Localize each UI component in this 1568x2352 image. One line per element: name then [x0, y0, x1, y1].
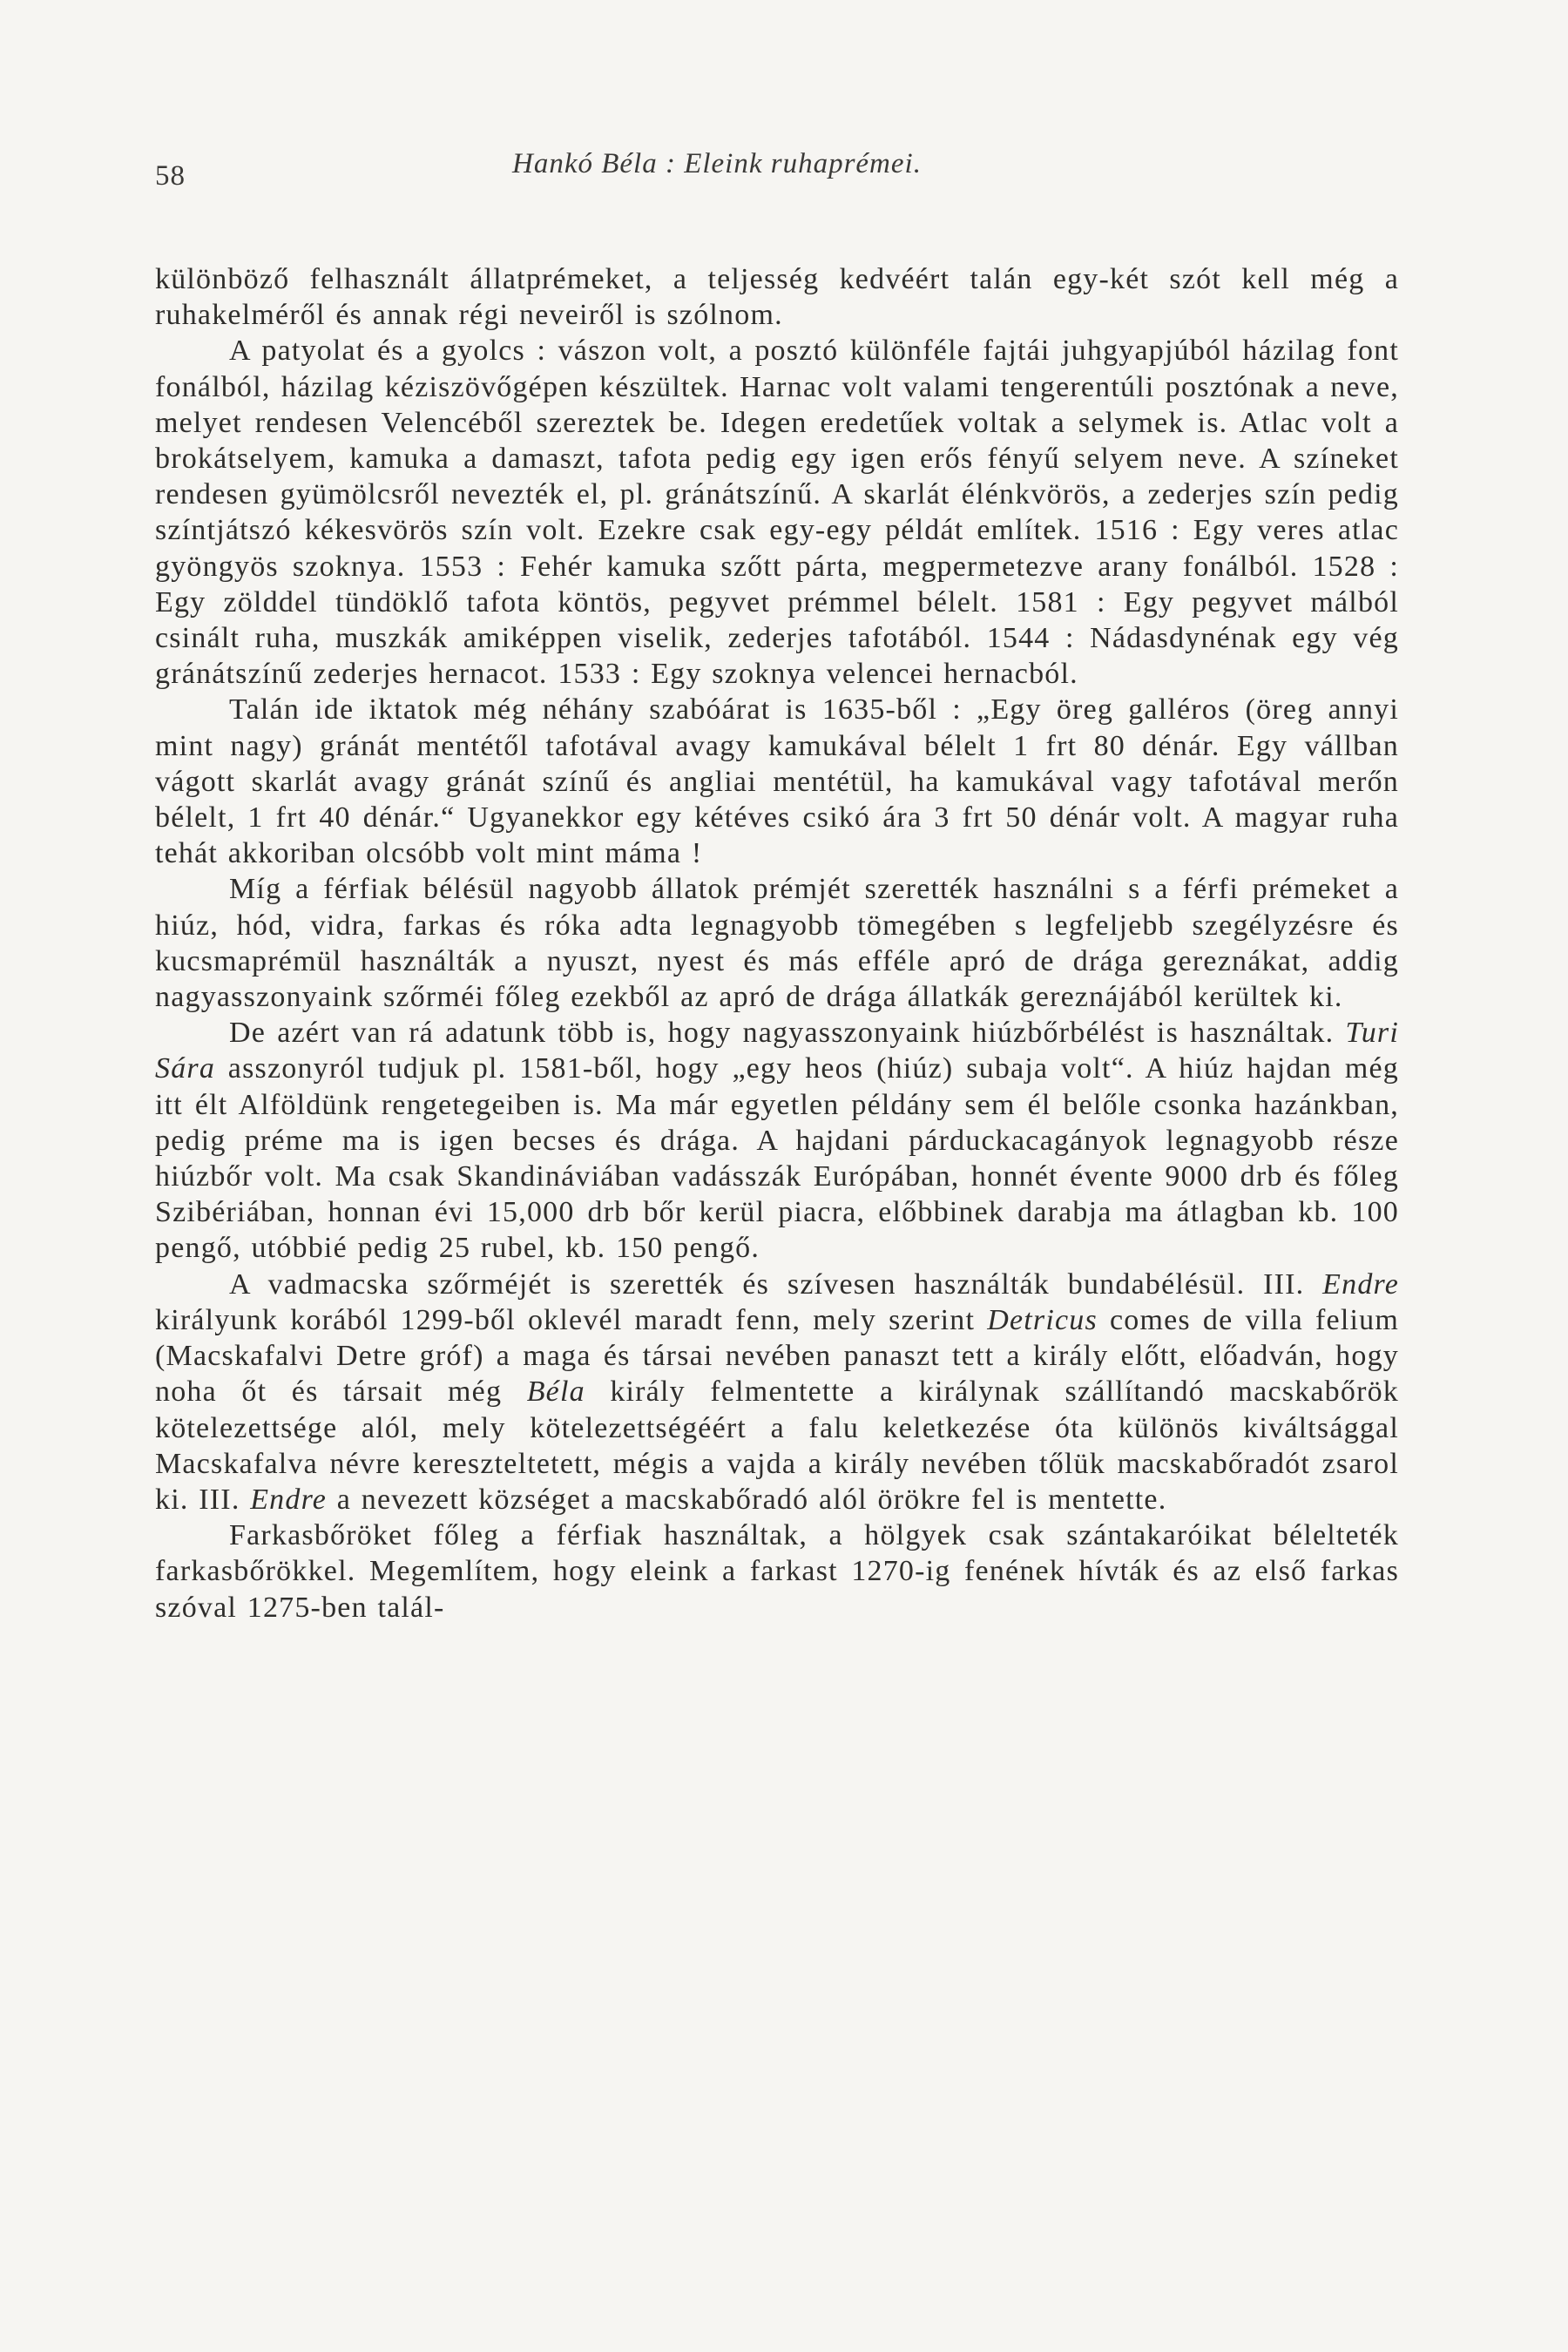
text-run: A vadmacska szőrméjét is szerették és szívesen használták bundabélésül. III.	[229, 1267, 1323, 1301]
text-run: király felmentette a királynak szállítandó macskabőrök kötelezettsége alól, mely kötelezettségéért a falu keletkezése óta különös kiváltsággal Macskafalva névre kereszteltetett, mégis a vajda a király nevében tőlük macskabőradót zsarol ki. III.	[155, 1375, 1399, 1516]
text-run: asszonyról tudjuk pl. 1581-ből, hogy „egy heos (hiúz) subaja volt“. A hiúz hajdan még itt élt Alföldünk rengetegeiben is. Ma már egyetlen példány sem él belőle csonka hazánkban, pedig préme ma is igen becses és drága. A hajdani párduckacagányok legnagyobb része hiúzbőr volt. Ma csak Skandináviában vadásszák Európában, honnét évente 9000 drb és főleg Szibériában, honnan évi 15,000 drb bőr kerül piacra, előbbinek darabja ma átlagban kb. 100 pengő, utóbbié pedig 25 rubel, kb. 150 pengő.	[155, 1052, 1399, 1265]
text-run: Farkasbőröket főleg a férfiak használtak, a hölgyek csak szántakaróikat bélelteték farkasbőrökkel. Megemlítem, hogy eleink a farkast 1270-ig fenének hívták és az első farkas szóval 1275-ben talál-	[155, 1519, 1399, 1624]
text-run: a nevezett községet a macskabőradó alól örökre fel is mentette.	[327, 1483, 1167, 1516]
text-run: különböző felhasznált állatprémeket, a teljesség kedvéért talán egy-két szót kell még a ruhakelméről és annak régi neveiről is szólnom.	[155, 263, 1399, 332]
text-run: De azért van rá adatunk több is, hogy nagyasszonyaink hiúzbőrbélést is használtak.	[229, 1017, 1346, 1050]
italic-name: Detricus	[987, 1303, 1098, 1336]
paragraph	[155, 1517, 1399, 1625]
body-text	[155, 261, 1399, 1625]
italic-name: Endre	[1322, 1267, 1399, 1301]
paragraph	[155, 692, 1399, 871]
paragraph	[155, 261, 1399, 333]
running-title: Hankó Béla : Eleink ruhaprémei.	[512, 148, 922, 179]
page-number: 58	[155, 160, 186, 192]
paragraph	[155, 1267, 1399, 1517]
text-run: comes de villa felium (Macskafalvi Detre gróf) a maga és társai nevében panaszt tett a király előtt, előadván, hogy noha őt és társait még	[155, 1303, 1399, 1409]
paragraph	[155, 871, 1399, 1015]
text-run: királyunk korából 1299-ből oklevél maradt fenn, mely szerint	[155, 1303, 988, 1336]
running-head	[155, 148, 1392, 200]
italic-name: Endre	[250, 1483, 328, 1516]
text-run: Míg a férfiak bélésül nagyobb állatok prémjét szerették használni s a férfi prémeket a hiúz, hód, vidra, farkas és róka adta legnagyobb tömegében s legfeljebb szegélyzésre és kucsmaprémül használták a nyuszt, nyest és más efféle apró de drága gereznákat, addig nagyasszonyaink szőrméi főleg ezekből az apró de drága állatkák gereznájából kerültek ki.	[155, 873, 1399, 1014]
paragraph	[155, 333, 1399, 692]
text-run: A patyolat és a gyolcs : vászon volt, a posztó különféle fajtái juhgyapjúból házilag font fonálból, házilag kéziszövőgépen készültek. Harnac volt valami tengerentúli posztónak a neve, melyet rendesen Velencéből szereztek be. Idegen eredetűek voltak a selymek is. Atlac volt a brokátselyem, kamuka a damaszt, tafota pedig egy igen erős fényű selyem neve. A színeket rendesen gyümölcsről nevezték el, pl. gránátszínű. A skarlát élénkvörös, a zederjes szín pedig színtjátszó kékesvörös szín volt. Ezekre csak egy-egy példát említek. 1516 : Egy veres atlac gyöngyös szoknya. 1553 : Fehér kamuka szőtt párta, megpermetezve arany fonálból. 1528 : Egy zölddel tündöklő tafota köntös, pegyvet prémmel bélelt. 1581 : Egy pegyvet málból csinált ruha, muszkák amiképpen viselik, zederjes tafotából. 1544 : Nádasdynénak egy vég gránátszínű zederjes hernacot. 1533 : Egy szoknya velencei hernacból.	[155, 335, 1399, 691]
italic-name: Turi Sára	[155, 1017, 1399, 1085]
italic-name: Béla	[526, 1375, 585, 1409]
paragraph	[155, 1015, 1399, 1266]
text-run: Talán ide iktatok még néhány szabóárat is 1635-ből : „Egy öreg galléros (öreg annyi mint nagy) gránát mentétől tafotával avagy kamukával bélelt 1 frt 80 dénár. Egy vállban vágott skarlát avagy gránát színű és angliai mentétül, ha kamukával vagy tafotával merőn bélelt, 1 frt 40 dénár.“ Ugyanekkor egy kétéves csikó ára 3 frt 50 dénár volt. A magyar ruha tehát akkoriban olcsóbb volt mint máma !	[155, 693, 1399, 870]
